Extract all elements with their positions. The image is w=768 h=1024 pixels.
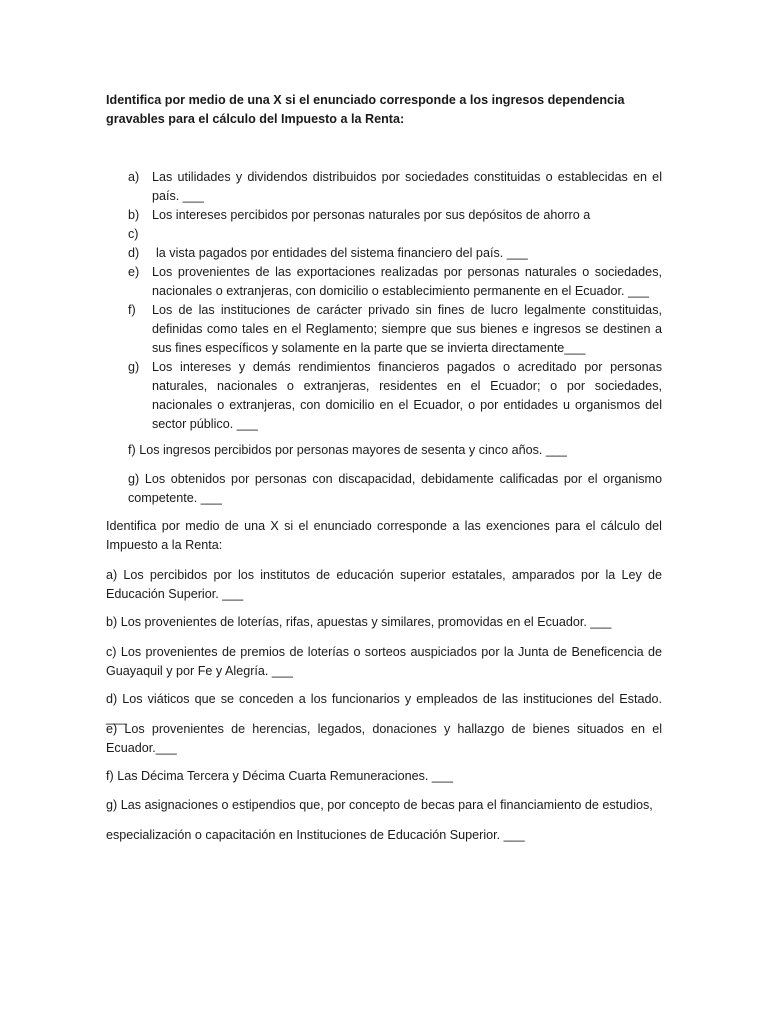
list-letter: b)	[128, 208, 140, 222]
list-letter: f)	[128, 303, 136, 317]
exencion-item-f: f) Las Décima Tercera y Décima Cuarta Remuneraciones. ___	[106, 769, 453, 783]
exencion-item-c: c) Los provenientes de premios de loterías o sorteos auspiciados por la Junta de Beneficencia de Guayaquil y por Fe y Alegría. ___	[106, 645, 662, 678]
exencion-item-a: a) Los percibidos por los institutos de educación superior estatales, amparados por la Ley de Educación Superior. ___	[106, 568, 662, 601]
list-letter: g)	[128, 360, 140, 374]
list-item-g	[128, 358, 662, 434]
list-item-d	[128, 244, 662, 263]
list-text	[152, 225, 662, 244]
list-letter: d)	[128, 246, 140, 260]
list-text: la vista pagados por entidades del sistema financiero del país. ___	[156, 246, 528, 260]
list-item-e	[128, 263, 662, 301]
list-letter: e)	[128, 265, 140, 279]
list-letter: c)	[128, 227, 139, 241]
extra-item-g: g) Los obtenidos por personas con discapacidad, debidamente calificadas por el organismo competente. ___	[128, 472, 662, 505]
list-item-f	[128, 301, 662, 358]
gravables-list	[128, 168, 662, 434]
list-item-c	[128, 225, 662, 244]
list-text: Los provenientes de las exportaciones realizadas por personas naturales o sociedades, nacionales o extranjeras, con domicilio o establecimiento permanente en el Ecuador. ___	[152, 265, 662, 298]
section1-heading: Identifica por medio de una X si el enunciado corresponde a los ingresos dependencia gravables para el cálculo del Impuesto a la Renta:	[106, 93, 625, 126]
exencion-item-e: e) Los provenientes de herencias, legados, donaciones y hallazgo de bienes situados en el Ecuador.___	[106, 722, 662, 755]
list-letter: a)	[128, 170, 140, 184]
exencion-item-b: b) Los provenientes de loterías, rifas, apuestas y similares, promovidas en el Ecuador. ___	[106, 615, 612, 629]
exencion-item-g: g) Las asignaciones o estipendios que, por concepto de becas para el financiamiento de estudios,	[106, 798, 653, 812]
section2-heading: Identifica por medio de una X si el enunciado corresponde a las exenciones para el cálculo del Impuesto a la Renta:	[106, 519, 662, 552]
list-text: Los intereses y demás rendimientos financieros pagados o acreditado por personas naturales, nacionales o extranjeras, residentes en el Ecuador; o por sociedades, nacionales o extranjeras, con domicilio en el Ecuador, o por entidades u organismos del sector público. ___	[152, 360, 662, 431]
exencion-item-g-cont: especialización o capacitación en Instituciones de Educación Superior. ___	[106, 828, 525, 842]
exencion-item-d: d) Los viáticos que se conceden a los funcionarios y empleados de las instituciones del Estado. ___	[106, 692, 662, 725]
list-item-a	[128, 168, 662, 206]
list-text: Los intereses percibidos por personas naturales por sus depósitos de ahorro a	[152, 208, 591, 222]
list-item-b	[128, 206, 662, 225]
extra-item-f: f) Los ingresos percibidos por personas mayores de sesenta y cinco años. ___	[128, 443, 567, 457]
list-text: Los de las instituciones de carácter privado sin fines de lucro legalmente constituidas, definidas como tales en el Reglamento; siempre que sus bienes e ingresos se destinen a sus fines específicos y solamente en la parte que se invierta directamente___	[152, 303, 662, 355]
list-text: Las utilidades y dividendos distribuidos por sociedades constituidas o establecidas en el país. ___	[152, 170, 662, 203]
